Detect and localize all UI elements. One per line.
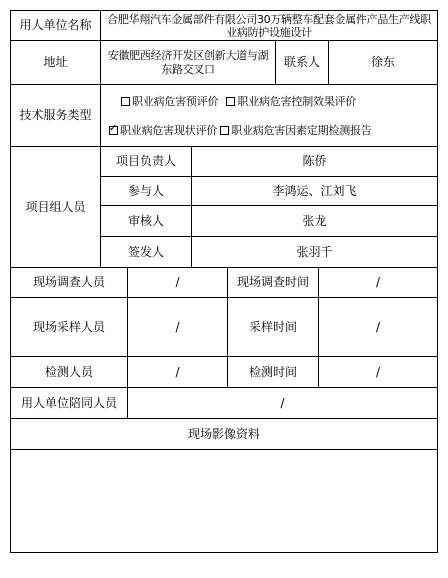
service-option-label: 职业病危害现状评价 bbox=[120, 123, 218, 137]
survey-time-value: / bbox=[375, 275, 381, 289]
sampling-time-value: / bbox=[375, 319, 381, 334]
employer-value: 合肥华翔汽车金属部件有限公司30万辆整车配套金属件产品生产线职业病防护设施设计 bbox=[107, 12, 431, 39]
survey-staff-label: 现场调查人员 bbox=[32, 275, 105, 289]
team-member: 李鸿运、江刘飞 bbox=[272, 183, 357, 198]
service-option-label: 职业病危害因素定期检测报告 bbox=[231, 123, 372, 137]
photos-area bbox=[11, 450, 437, 552]
service-option[interactable] bbox=[226, 94, 356, 109]
service-option-label: 职业病危害控制效果评价 bbox=[237, 94, 357, 108]
team-member: 张羽千 bbox=[296, 244, 333, 259]
team-role: 项目负责人 bbox=[115, 154, 176, 168]
service-option[interactable] bbox=[109, 123, 217, 138]
service-options-line-2 bbox=[101, 117, 437, 143]
table-border bbox=[10, 552, 438, 553]
service-options-line-1 bbox=[101, 88, 437, 114]
testing-time-value: / bbox=[375, 364, 381, 379]
team-role: 参与人 bbox=[127, 183, 164, 198]
survey-staff-value: / bbox=[175, 275, 180, 289]
testing-staff-label: 检测人员 bbox=[44, 364, 93, 379]
sampling-staff-label: 现场采样人员 bbox=[32, 319, 105, 334]
service-option[interactable] bbox=[220, 123, 371, 138]
checkbox-unchecked-icon[interactable] bbox=[220, 126, 229, 135]
checkbox-unchecked-icon[interactable] bbox=[121, 97, 130, 106]
survey-time-label: 现场调查时间 bbox=[236, 275, 309, 289]
employer-label: 用人单位名称 bbox=[19, 18, 92, 32]
service-option-label: 职业病危害预评价 bbox=[132, 94, 219, 108]
checkbox-checked-icon[interactable] bbox=[109, 126, 118, 135]
service-type-label: 技术服务类型 bbox=[19, 108, 92, 122]
team-label: 项目组人员 bbox=[25, 199, 86, 214]
table-border bbox=[437, 10, 438, 553]
testing-staff-value: / bbox=[175, 364, 180, 379]
address-value: 安徽肥西经济开发区创新大道与湖东路交叉口 bbox=[107, 48, 269, 76]
service-option[interactable] bbox=[121, 94, 218, 109]
team-member: 张龙 bbox=[302, 213, 327, 228]
contact-value: 徐东 bbox=[370, 55, 395, 69]
contact-label: 联系人 bbox=[283, 55, 320, 69]
address-label: 地址 bbox=[43, 55, 68, 69]
team-role: 审核人 bbox=[127, 213, 164, 228]
team-role: 签发人 bbox=[127, 244, 164, 259]
testing-time-label: 检测时间 bbox=[248, 364, 297, 379]
escort-label: 用人单位陪同人员 bbox=[20, 395, 117, 410]
escort-value: / bbox=[280, 395, 285, 410]
checkbox-unchecked-icon[interactable] bbox=[226, 97, 235, 106]
sampling-staff-value: / bbox=[175, 319, 180, 334]
photos-label: 现场影像资料 bbox=[187, 426, 260, 441]
team-member: 陈侨 bbox=[302, 154, 327, 168]
sampling-time-label: 采样时间 bbox=[248, 319, 297, 334]
